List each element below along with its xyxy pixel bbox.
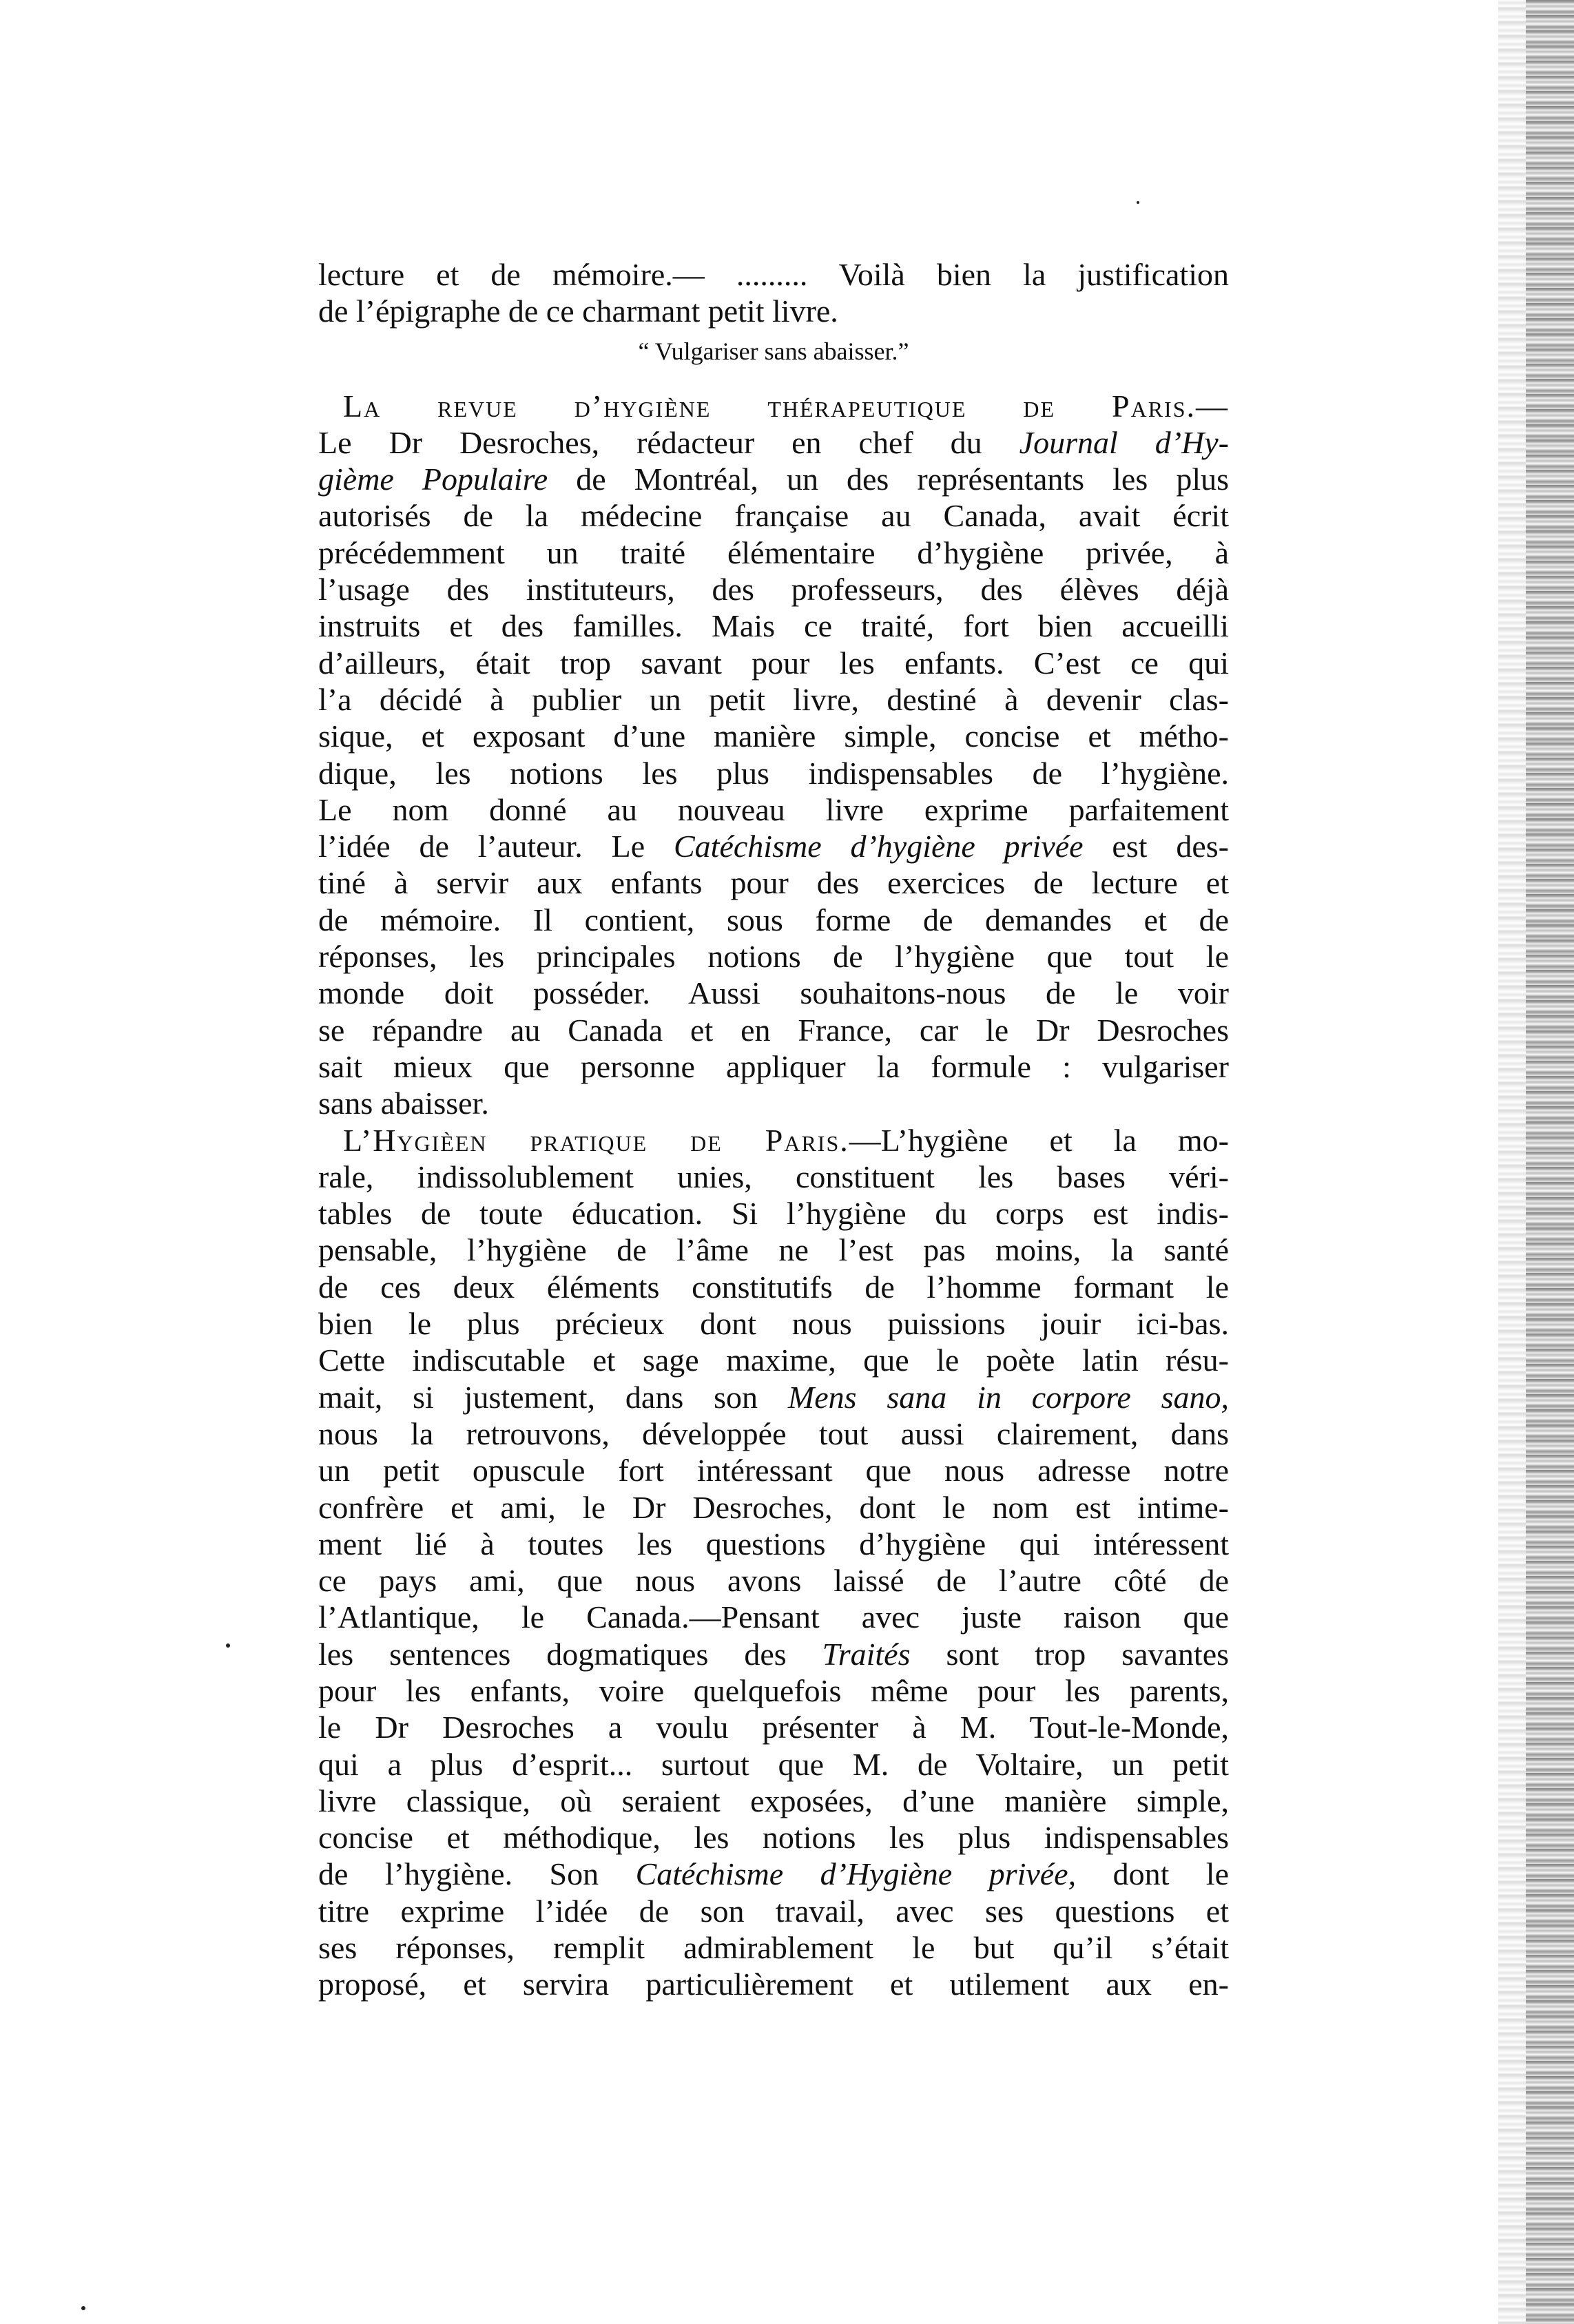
text-line: autorisés de la médecine française au Canada, avait écrit xyxy=(318,498,1229,534)
text-line: gième Populaire de Montréal, un des représentants les plus xyxy=(318,461,1229,497)
text-line: ce pays ami, que nous avons laissé de l’autre côté de xyxy=(318,1563,1229,1599)
traites-word: Traités xyxy=(822,1636,911,1672)
text-line: sique, et exposant d’une manière simple, concise et métho- xyxy=(318,718,1229,754)
section-heading-line: L’Hygièen pratique de Paris.—L’hygiène et la mo- xyxy=(343,1122,1229,1158)
text-line: précédemment un traité élémentaire d’hygiène privée, à xyxy=(318,535,1229,570)
text-line: tiné à servir aux enfants pour des exercices de lecture et xyxy=(318,865,1229,901)
text-line: livre classique, où seraient exposées, d’une manière simple, xyxy=(318,1783,1229,1818)
text-line: concise et méthodique, les notions les plus indispensables xyxy=(318,1820,1229,1856)
text-line: nous la retrouvons, développée tout aussi clairement, dans xyxy=(318,1415,1229,1451)
journal-title: Journal d’Hy- xyxy=(1019,424,1230,460)
text-line: rale, indissolublement unies, constituent les bases véri- xyxy=(318,1159,1229,1194)
text-line: pensable, l’hygiène de l’âme ne l’est pas moins, la santé xyxy=(318,1232,1229,1268)
text-line: dique, les notions les plus indispensables de l’hygiène. xyxy=(318,755,1229,791)
text-line: Le Dr Desroches, rédacteur en chef du Journal d’Hy- xyxy=(318,424,1230,460)
latin-maxim: Mens sana in corpore sano, xyxy=(787,1379,1230,1415)
text-line: sait mieux que personne appliquer la formule : vulgariser xyxy=(318,1048,1229,1084)
text-line: lecture et de mémoire.— ......... Voilà bien la justification xyxy=(318,257,1229,292)
book-title: Catéchisme d’Hygiène privée, xyxy=(635,1856,1077,1892)
text-line: le Dr Desroches a voulu présenter à M. Tout-le-Monde, xyxy=(318,1710,1229,1745)
text-line: l’a décidé à publier un petit livre, destiné à devenir clas- xyxy=(318,681,1229,717)
scan-edge-shadow xyxy=(1498,0,1526,2324)
text-line: sans abaisser. xyxy=(318,1086,489,1121)
text-line: Le nom donné au nouveau livre exprime parfaitement xyxy=(318,791,1229,827)
text-line: de ces deux éléments constitutifs de l’homme formant le xyxy=(318,1269,1229,1305)
text-line: ment lié à toutes les questions d’hygiène qui intéressent xyxy=(318,1526,1229,1562)
ink-speck xyxy=(1137,201,1139,204)
text-line: d’ailleurs, était trop savant pour les enfants. C’est ce qui xyxy=(318,645,1229,681)
body-text xyxy=(318,256,1229,2003)
text-line: l’Atlantique, le Canada.—Pensant avec juste raison que xyxy=(318,1599,1229,1635)
section-heading-line xyxy=(318,388,1229,424)
text-line: l’usage des instituteurs, des professeurs, des élèves déjà xyxy=(318,572,1229,608)
text-line: monde doit posséder. Aussi souhaitons-nous de le voir xyxy=(318,975,1229,1011)
ink-speck xyxy=(226,1643,230,1648)
text-line: un petit opuscule fort intéressant que nous adresse notre xyxy=(318,1453,1229,1488)
journal-title-cont: gième Populaire xyxy=(318,461,548,497)
text-line: ses réponses, remplit admirablement le but qu’il s’était xyxy=(318,1930,1229,1966)
text-line: confrère et ami, le Dr Desroches, dont le nom est intime- xyxy=(318,1489,1229,1525)
text-line: de mémoire. Il contient, sous forme de demandes et de xyxy=(318,902,1229,937)
text-line: tables de toute éducation. Si l’hygiène du corps est indis- xyxy=(318,1196,1229,1232)
text-line: mait, si justement, dans son Mens sana in corpore sano, xyxy=(318,1379,1230,1415)
text-line: titre exprime l’idée de son travail, avec ses questions et xyxy=(318,1893,1229,1929)
text-line: les sentences dogmatiques des Traités sont trop savantes xyxy=(318,1636,1230,1672)
text-line: réponses, les principales notions de l’hygiène que tout le xyxy=(318,939,1229,975)
ink-speck xyxy=(81,2306,85,2310)
text-line: se répandre au Canada et en France, car le Dr Desroches xyxy=(318,1012,1229,1048)
epigraph-quote: “ Vulgariser sans abaisser.” xyxy=(638,337,909,365)
section-heading: L’Hygièen pratique de Paris. xyxy=(343,1122,849,1158)
text-line: qui a plus d’esprit... surtout que M. de Voltaire, un petit xyxy=(318,1746,1229,1782)
text-line: de l’épigraphe de ce charmant petit livre. xyxy=(318,293,838,329)
text-line: instruits et des familles. Mais ce traité, fort bien accueilli xyxy=(318,608,1229,644)
book-title: Catéchisme d’hygiène privée xyxy=(674,829,1084,864)
text-line: de l’hygiène. Son Catéchisme d’Hygiène privée, dont le xyxy=(318,1856,1229,1892)
text-line: pour les enfants, voire quelquefois même pour les parents, xyxy=(318,1672,1229,1708)
text-line: Cette indiscutable et sage maxime, que le poète latin résu- xyxy=(318,1342,1229,1378)
text-line: bien le plus précieux dont nous puissions jouir ici-bas. xyxy=(318,1306,1229,1342)
text-line: proposé, et servira particulièrement et utilement aux en- xyxy=(318,1967,1229,2002)
text-line: l’idée de l’auteur. Le Catéchisme d’hygiène privée est des- xyxy=(318,829,1229,864)
section-heading: La revue d’hygiène thérapeutique de Paris.— xyxy=(343,388,1229,424)
scan-edge-artifact xyxy=(1526,0,1574,2324)
